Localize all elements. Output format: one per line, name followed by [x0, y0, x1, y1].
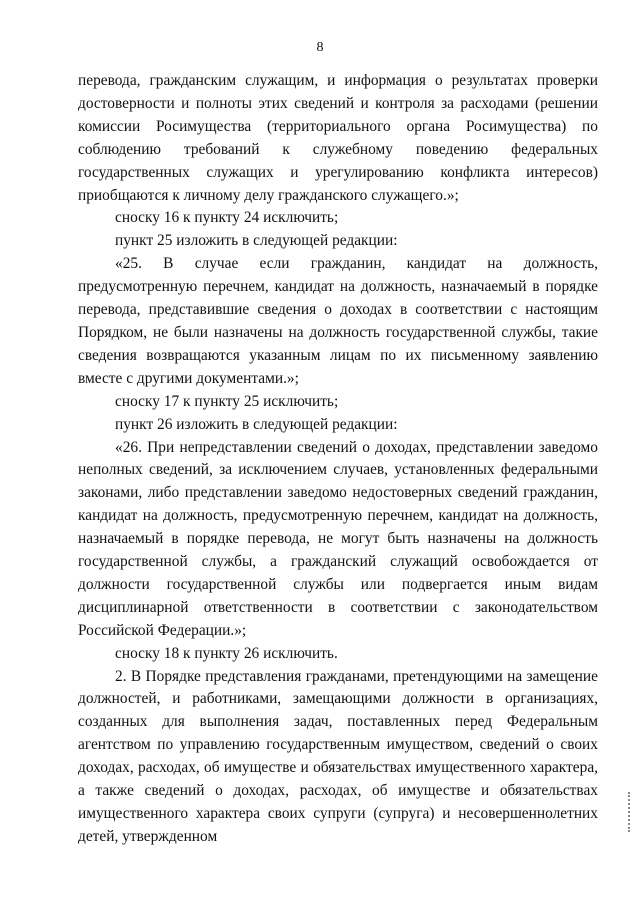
- scan-margin-mark: [628, 792, 634, 832]
- page-number: 8: [316, 40, 324, 55]
- paragraph-7: «26. При непредставлении сведений о доходах, представлении заведомо неполных сведений, за исключением случаев, установленных федеральными законами, либо представлении заведомо недостоверных сведений гражданин, кандидат на должность, предусмотренную перечнем, кандидат на должность, назначаемый в порядке перевода, не могут быть назначены на должность государственной службы, а гражданский служащий освобождается от должности государственной службы или подвергается иным видам дисциплинарной ответственности в соответствии с законодательством Российской Федерации.»;: [78, 438, 598, 639]
- paragraph-5: сноску 17 к пункту 25 исключить;: [115, 392, 339, 410]
- paragraph-4: «25. В случае если гражданин, кандидат на должность, предусмотренную перечнем, кандидат на должность, назначаемый в порядке перевода, представившие сведения о доходах в соответствии с настоящим Порядком, не были назначены на должность государственной службы, такие сведения возвращаются указанным лицам по их письменному заявлению вместе с другими документами.»;: [78, 255, 598, 387]
- paragraph-1: перевода, гражданским служащим, и информация о результатах проверки достоверности и полноты этих сведений и контроля за расходами (решении комиссии Росимущества (территориального органа Росимущества) по соблюдению требований к служебному поведению федеральных государственных служащих и урегулированию конфликта интересов) приобщаются к личному делу гражданского служащего.»;: [78, 72, 598, 204]
- paragraph-3: пункт 25 изложить в следующей редакции:: [115, 232, 398, 250]
- document-body: [78, 70, 598, 849]
- paragraph-6: пункт 26 изложить в следующей редакции:: [115, 415, 398, 433]
- paragraph-2: сноску 16 к пункту 24 исключить;: [115, 209, 339, 227]
- paragraph-9: 2. В Порядке представления гражданами, претендующими на замещение должностей, и работниками, замещающими должности в организациях, созданных для выполнения задач, поставленных перед Федеральным агентством по управлению государственным имуществом, сведений о своих доходах, расходах, об имуществе и обязательствах имущественного характера, а также сведений о доходах, расходах, об имуществе и обязательствах имущественного характера своих супруги (супруга) и несовершеннолетних детей, утвержденном: [78, 667, 598, 845]
- paragraph-8: сноску 18 к пункту 26 исключить.: [115, 644, 338, 662]
